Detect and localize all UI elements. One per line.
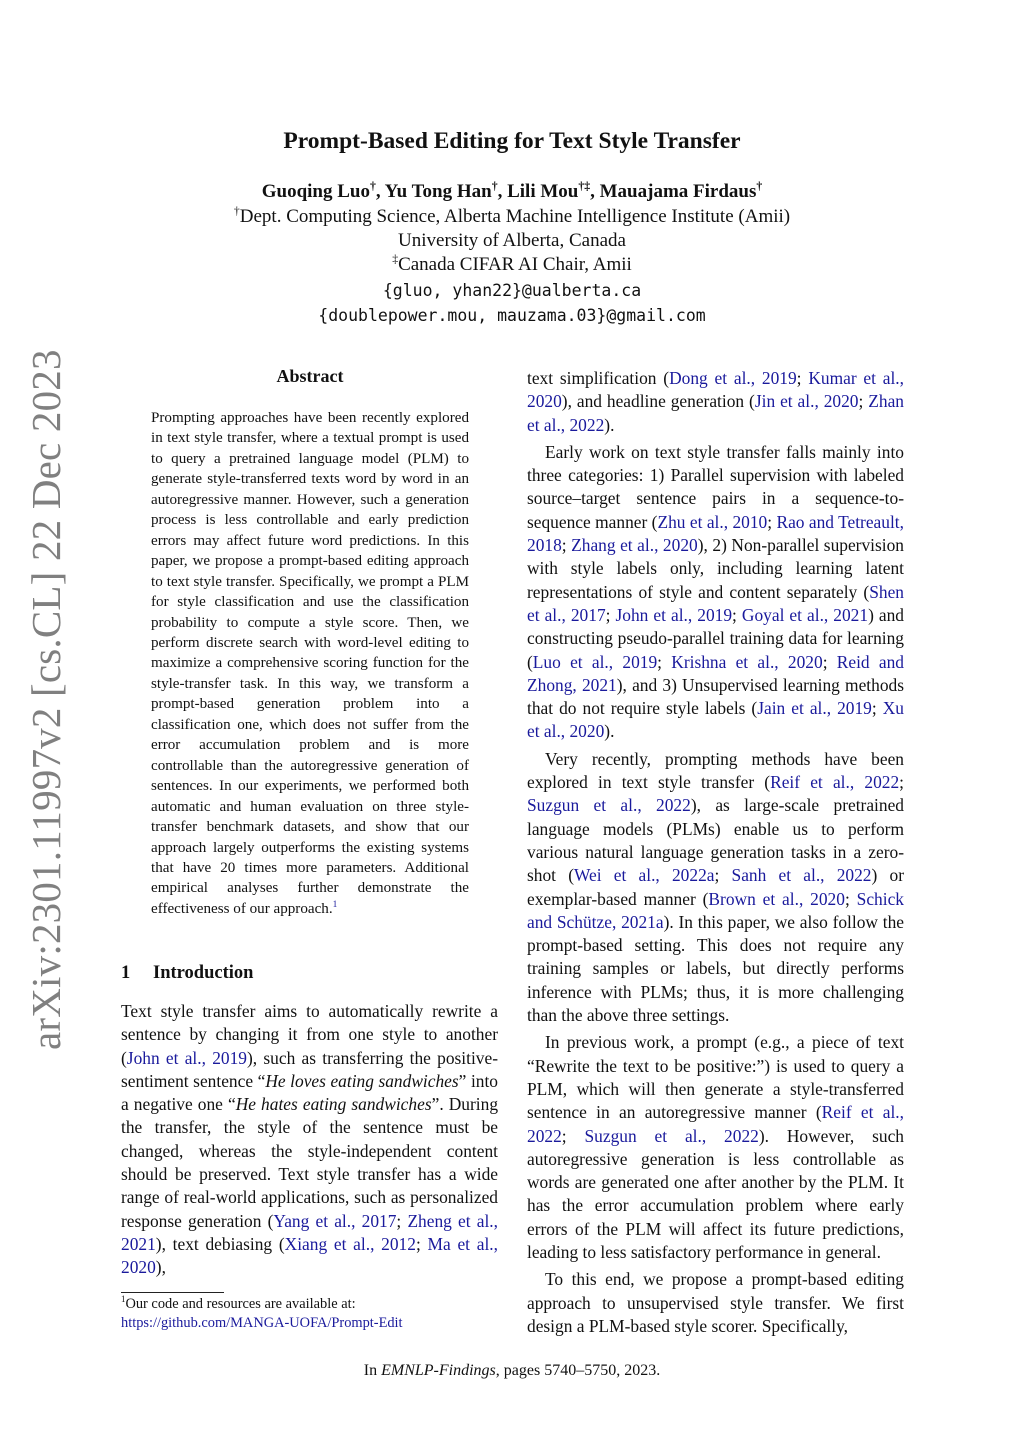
intro-paragraph: In previous work, a prompt (e.g., a piece of text “Rewrite the text to be positive:”) is used to query a PLM, which will then generate a style-transferred sentence in an autoregressive manner (Reif et al., 2022; Suzgun et al., 2022). However, such autoregressive generation is less controllable as words are generated one after another by the PLM. It has the error accumulation problem where early errors of the PLM will affect its future predictions, leading to less satisfactory performance in general. <box>527 1032 905 1262</box>
citation-link[interactable]: Suzgun et al., 2022 <box>527 795 691 816</box>
email-line: {gluo, yhan22}@ualberta.ca <box>382 281 642 300</box>
citation-link[interactable]: Jain et al., 2019 <box>757 698 872 719</box>
affiliation-mark: † <box>369 179 376 193</box>
citation-link[interactable]: Zhu et al., 2010 <box>657 511 768 532</box>
affiliation-mark: †‡ <box>578 179 591 193</box>
citation-link[interactable]: Wei et al., 2022a <box>574 865 715 886</box>
citation-link[interactable]: Goyal et al., 2021 <box>741 604 869 625</box>
affiliation-mark: † <box>491 179 498 193</box>
citation-link[interactable]: Xu et al., 2020 <box>527 698 904 742</box>
author-separator: , <box>497 181 503 202</box>
citation-link[interactable]: Xiang et al., 2012 <box>284 1233 416 1254</box>
section-heading <box>121 963 253 984</box>
citation-link[interactable]: Zheng et al., 2021 <box>121 1210 499 1254</box>
footnote-mark[interactable]: 1 <box>332 899 338 910</box>
author-name: Guoqing Luo <box>261 181 370 202</box>
footnote: $^1$Our code and resources are available at: https://github.com/MANGA-UOFA/Prompt-Edit <box>121 1294 403 1331</box>
citation-link[interactable]: Schick and Schütze, 2021a <box>527 888 904 932</box>
paper-title: Prompt-Based Editing for Text Style Transfer <box>283 128 741 154</box>
citation-link[interactable]: Reif et al., 2022 <box>527 1102 905 1146</box>
footnote-url-link[interactable]: https://github.com/MANGA-UOFA/Prompt-Edit <box>121 1315 403 1331</box>
section-number: 1 <box>121 963 131 983</box>
citation-link[interactable]: John et al., 2019 <box>126 1047 247 1068</box>
intro-paragraph: Text style transfer aims to automatically rewrite a sentence by changing it from one style to another (John et al., 2019), such as transferring the positive-sentiment sentence “He loves eating sandwiches” into a negative one “He hates eating sandwiches”. During the transfer, the style of the sentence must be changed, whereas the style-independent content should be preserved. Text style transfer has a wide range of real-world applications, such as personalized response generation (Yang et al., 2017; Zheng et al., 2021), text debiasing (Xiang et al., 2012; Ma et al., 2020), <box>121 1001 499 1278</box>
author-separator: , <box>590 181 595 202</box>
citation-link[interactable]: Sanh et al., 2022 <box>731 865 872 886</box>
citation-link[interactable]: Suzgun et al., 2022 <box>584 1125 759 1146</box>
affiliation-mark: † <box>756 179 763 193</box>
citation-link[interactable]: John et al., 2019 <box>615 604 733 625</box>
author-name: Mauajama Firdaus <box>599 181 757 202</box>
citation-link[interactable]: Zhan et al., 2022 <box>527 391 904 435</box>
author-list <box>0 181 1024 203</box>
email-line: {doublepower.mou, mauzama.03}@gmail.com <box>318 306 706 325</box>
citation-link[interactable]: Reid and Zhong, 2021 <box>527 651 904 695</box>
citation-link[interactable]: Yang et al., 2017 <box>273 1210 397 1231</box>
citation-link[interactable]: Kumar et al., 2020 <box>527 368 904 412</box>
author-separator: , <box>375 181 381 202</box>
intro-paragraph: Very recently, prompting methods have been explored in text style transfer (Reif et al., 2022; Suzgun et al., 2022), as large-scale pretrained language models (PLMs) enable us to perform various natural language generation tasks in a zero-shot (Wei et al., 2022a; Sanh et al., 2022) or exemplar-based manner (Brown et al., 2020; Schick and Schütze, 2021a). In this paper, we also follow the prompt-based setting. This does not require any training samples or labels, but directly performs inference with PLMs; thus, it is more challenging than the above three settings. <box>527 748 905 1026</box>
author-name: Yu Tong Han <box>384 181 492 202</box>
author-name: Lili Mou <box>507 181 579 202</box>
venue-name: EMNLP-Findings <box>381 1362 496 1379</box>
abstract-body: Prompting approaches have been recently explored in text style transfer, where a textual prompt is used to query a pretrained language model (PLM) to generate style-transferred texts word by word in an autoregressive manner. However, such a generation process is less controllable and early prediction errors may affect future word predictions. In this paper, we propose a prompt-based editing approach to text style transfer. Specifically, we prompt a PLM for style classification and use the classification probability to compute a style score. Then, we perform discrete search with word-level editing to maximize a comprehensive scoring function for the style-transfer task. In this way, we transform a prompt-based generation problem into a classification one, which does not suffer from the error accumulation problem and is more controllable than the autoregressive generation of sentences. In our experiments, we performed both automatic and human evaluation on three style-transfer benchmark datasets, and show that our approach largely outperforms the existing systems that have 20 times more parameters. Additional empirical analyses further demonstrate the effectiveness of our approach.$^1$ <box>151 410 469 917</box>
citation-link[interactable]: Reif et al., 2022 <box>770 772 900 793</box>
citation-link[interactable]: Rao and Tetreault, 2018 <box>527 511 904 556</box>
affiliation-mark: † <box>233 204 240 218</box>
affiliation-mark: ‡ <box>392 252 399 266</box>
intro-paragraph: Early work on text style transfer falls mainly into three categories: 1) Parallel supervision with labeled source–target sentence pairs in a sequence-to-sequence manner (Zhu et al., 2010; Rao and Tetreault, 2018; Zhang et al., 2020), 2) Non-parallel supervision with style labels only, including learning latent representations of style and content separately (Shen et al., 2017; John et al., 2019; Goyal et al., 2021) and constructing pseudo-parallel training data for learning (Luo et al., 2019; Krishna et al., 2020; Reid and Zhong, 2021), and 3) Unsupervised learning methods that do not require style labels (Jain et al., 2019; Xu et al., 2020). <box>527 441 905 742</box>
citation-link[interactable]: Shen et al., 2017 <box>527 581 904 625</box>
intro-paragraph: text simplification (Dong et al., 2019; Kumar et al., 2020), and headline generation (Jin et al., 2020; Zhan et al., 2022). <box>527 368 904 435</box>
citation-link[interactable]: Brown et al., 2020 <box>708 888 845 909</box>
citation-link[interactable]: Ma et al., 2020 <box>121 1233 498 1278</box>
citation-link[interactable]: Krishna et al., 2020 <box>671 651 823 672</box>
page-footer: In EMNLP-Findings, pages 5740–5750, 2023. <box>363 1362 661 1379</box>
citation-link[interactable]: Luo et al., 2019 <box>532 651 658 672</box>
footnote-divider <box>121 1292 224 1293</box>
intro-right-column <box>527 367 904 1338</box>
citation-link[interactable]: Jin et al., 2020 <box>754 391 859 412</box>
arxiv-identifier-stamp: arXiv:2301.11997v2 [cs.CL] 22 Dec 2023 <box>23 349 69 1050</box>
footnote-mark: 1 <box>121 1294 126 1305</box>
intro-paragraph: To this end, we propose a prompt-based editing approach to unsupervised style transfer. We first design a PLM-based style scorer. Specifically, <box>527 1269 904 1336</box>
citation-link[interactable]: Zhang et al., 2020 <box>571 535 698 556</box>
citation-link[interactable]: Dong et al., 2019 <box>669 368 797 388</box>
abstract-heading: Abstract <box>276 366 344 386</box>
section-title: Introduction <box>153 963 254 983</box>
affiliation-line: †Dept. Computing Science, Alberta Machine Intelligence Institute (Amii) <box>233 204 791 227</box>
affiliation-line: University of Alberta, Canada <box>398 230 626 251</box>
affiliation-line: ‡Canada CIFAR AI Chair, Amii <box>392 252 632 275</box>
